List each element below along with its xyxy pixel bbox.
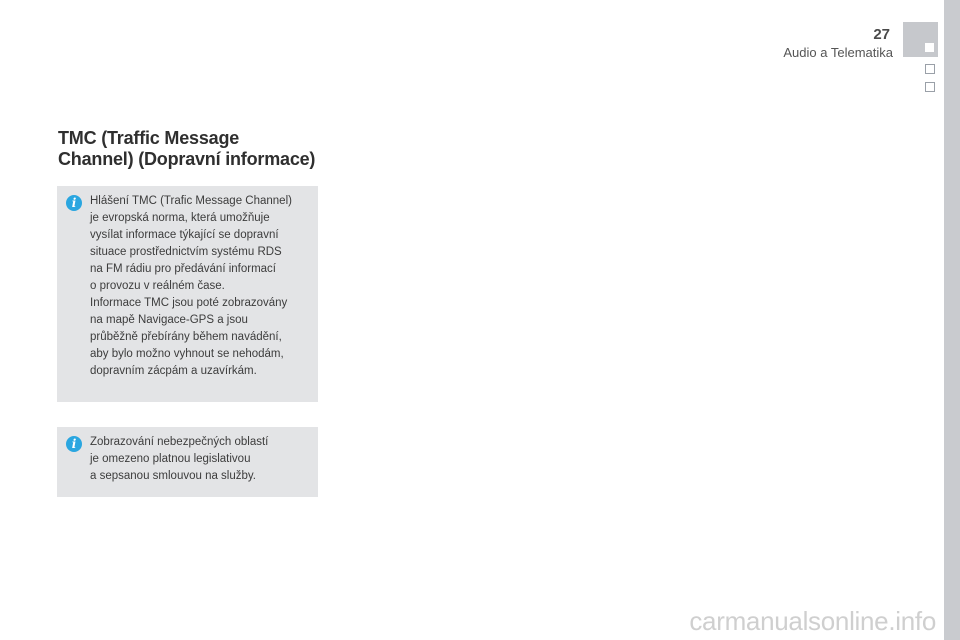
info-line: aby bylo možno vyhnout se nehodám, xyxy=(90,348,284,360)
right-rail xyxy=(944,0,960,640)
tab-marker-empty xyxy=(925,64,935,74)
info-line: vysílat informace týkající se dopravní xyxy=(90,229,279,241)
info-line: Hlášení TMC (Trafic Message Channel) xyxy=(90,195,292,207)
info-line: Zobrazování nebezpečných oblastí xyxy=(90,436,269,448)
info-line: a sepsanou smlouvou na služby. xyxy=(90,470,256,482)
tab-marker-empty xyxy=(925,82,935,92)
info-icon: i xyxy=(66,195,82,211)
info-line: je evropská norma, která umožňuje xyxy=(90,212,270,224)
section-title: Audio a Telematika xyxy=(783,45,893,60)
info-line: na mapě Navigace-GPS a jsou xyxy=(90,314,248,326)
info-line: je omezeno platnou legislativou xyxy=(90,453,251,465)
info-box xyxy=(57,427,318,497)
info-line: situace prostřednictvím systému RDS xyxy=(90,246,282,258)
info-icon: i xyxy=(66,436,82,452)
info-line: o provozu v reálném čase. xyxy=(90,280,225,292)
info-line: dopravním zácpám a uzavírkám. xyxy=(90,365,257,377)
heading-line: Channel) (Dopravní informace) xyxy=(58,149,316,169)
info-text xyxy=(90,434,314,485)
info-line: Informace TMC jsou poté zobrazovány xyxy=(90,297,288,309)
info-box xyxy=(57,186,318,402)
info-line: průběžně přebírány během navádění, xyxy=(90,331,282,343)
info-text xyxy=(90,193,314,380)
page-number: 27 xyxy=(873,26,890,43)
heading-line: TMC (Traffic Message xyxy=(58,128,240,148)
page-heading xyxy=(58,128,348,170)
info-line: na FM rádiu pro předávání informací xyxy=(90,263,277,275)
tab-marker-active xyxy=(925,43,934,52)
watermark: carmanualsonline.info xyxy=(689,606,936,636)
